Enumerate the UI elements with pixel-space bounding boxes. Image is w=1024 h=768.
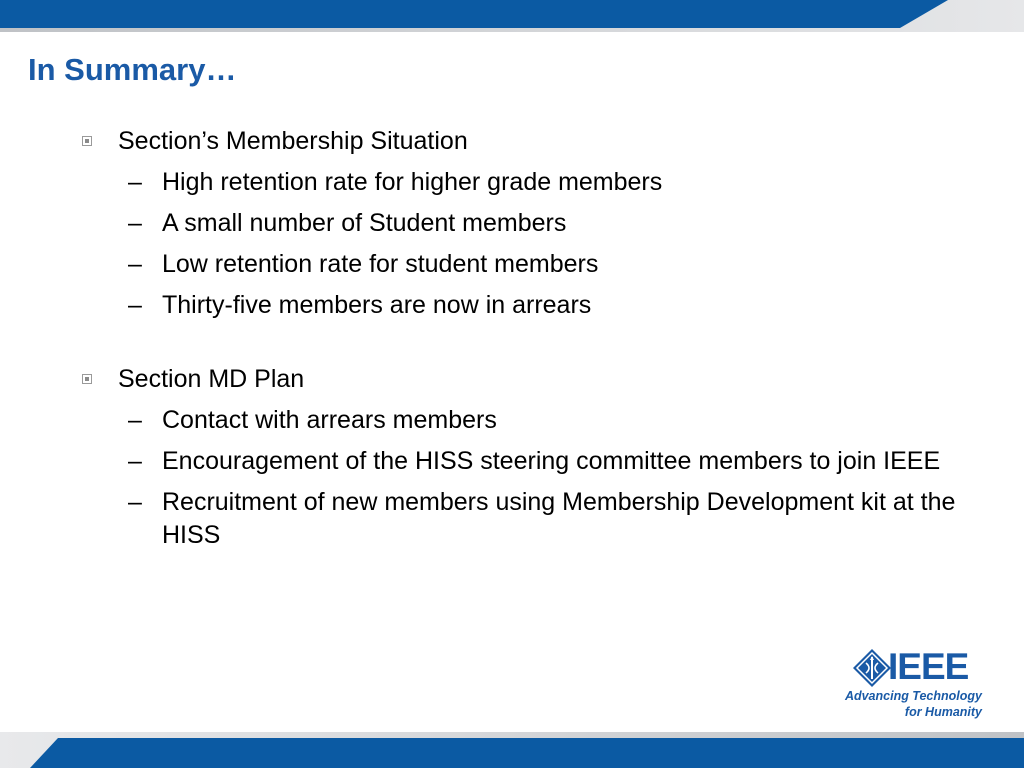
sub-bullet-text: Thirty-five members are now in arrears — [162, 291, 592, 319]
ieee-wordmark: IEEE — [888, 646, 969, 687]
slide-title: In Summary… — [28, 52, 237, 87]
bullet-membership-situation — [78, 124, 988, 158]
sub-bullet — [78, 289, 988, 322]
tagline-line-1: Advancing Technology — [844, 689, 982, 703]
dash-marker: – — [128, 488, 142, 516]
sub-bullet-text: Low retention rate for student members — [162, 250, 599, 278]
sub-bullet — [78, 248, 988, 281]
bullet-md-plan — [78, 362, 988, 396]
ieee-logo — [844, 646, 990, 726]
dash-marker: – — [128, 291, 142, 319]
dash-marker: – — [128, 447, 142, 475]
dash-marker: – — [128, 168, 142, 196]
ieee-diamond-logo-icon — [852, 648, 892, 688]
dash-marker: – — [128, 406, 142, 434]
top-decorative-band — [0, 0, 1024, 32]
square-bullet-icon — [82, 374, 92, 384]
slide-content — [78, 124, 988, 552]
ieee-tagline — [845, 688, 982, 720]
dash-marker: – — [128, 250, 142, 278]
sub-bullet-text: Encouragement of the HISS steering committee members to join IEEE — [162, 447, 941, 475]
sub-bullet — [78, 207, 988, 240]
sub-bullet — [78, 486, 988, 552]
sub-bullet — [78, 404, 988, 437]
sub-bullet-text: Recruitment of new members using Membership Development kit at the HISS — [162, 488, 956, 549]
bullet-text: Section MD Plan — [118, 365, 305, 393]
sub-bullet-text: A small number of Student members — [162, 209, 567, 237]
bottom-decorative-band — [0, 728, 1024, 768]
bullet-text: Section’s Membership Situation — [118, 127, 468, 155]
sub-bullet — [78, 445, 988, 478]
sub-bullet-text: Contact with arrears members — [162, 406, 497, 434]
tagline-line-2: for Humanity — [904, 705, 982, 719]
sub-bullet-text: High retention rate for higher grade members — [162, 168, 663, 196]
sub-bullet — [78, 166, 988, 199]
dash-marker: – — [128, 209, 142, 237]
section-spacer — [78, 322, 988, 362]
square-bullet-icon — [82, 136, 92, 146]
